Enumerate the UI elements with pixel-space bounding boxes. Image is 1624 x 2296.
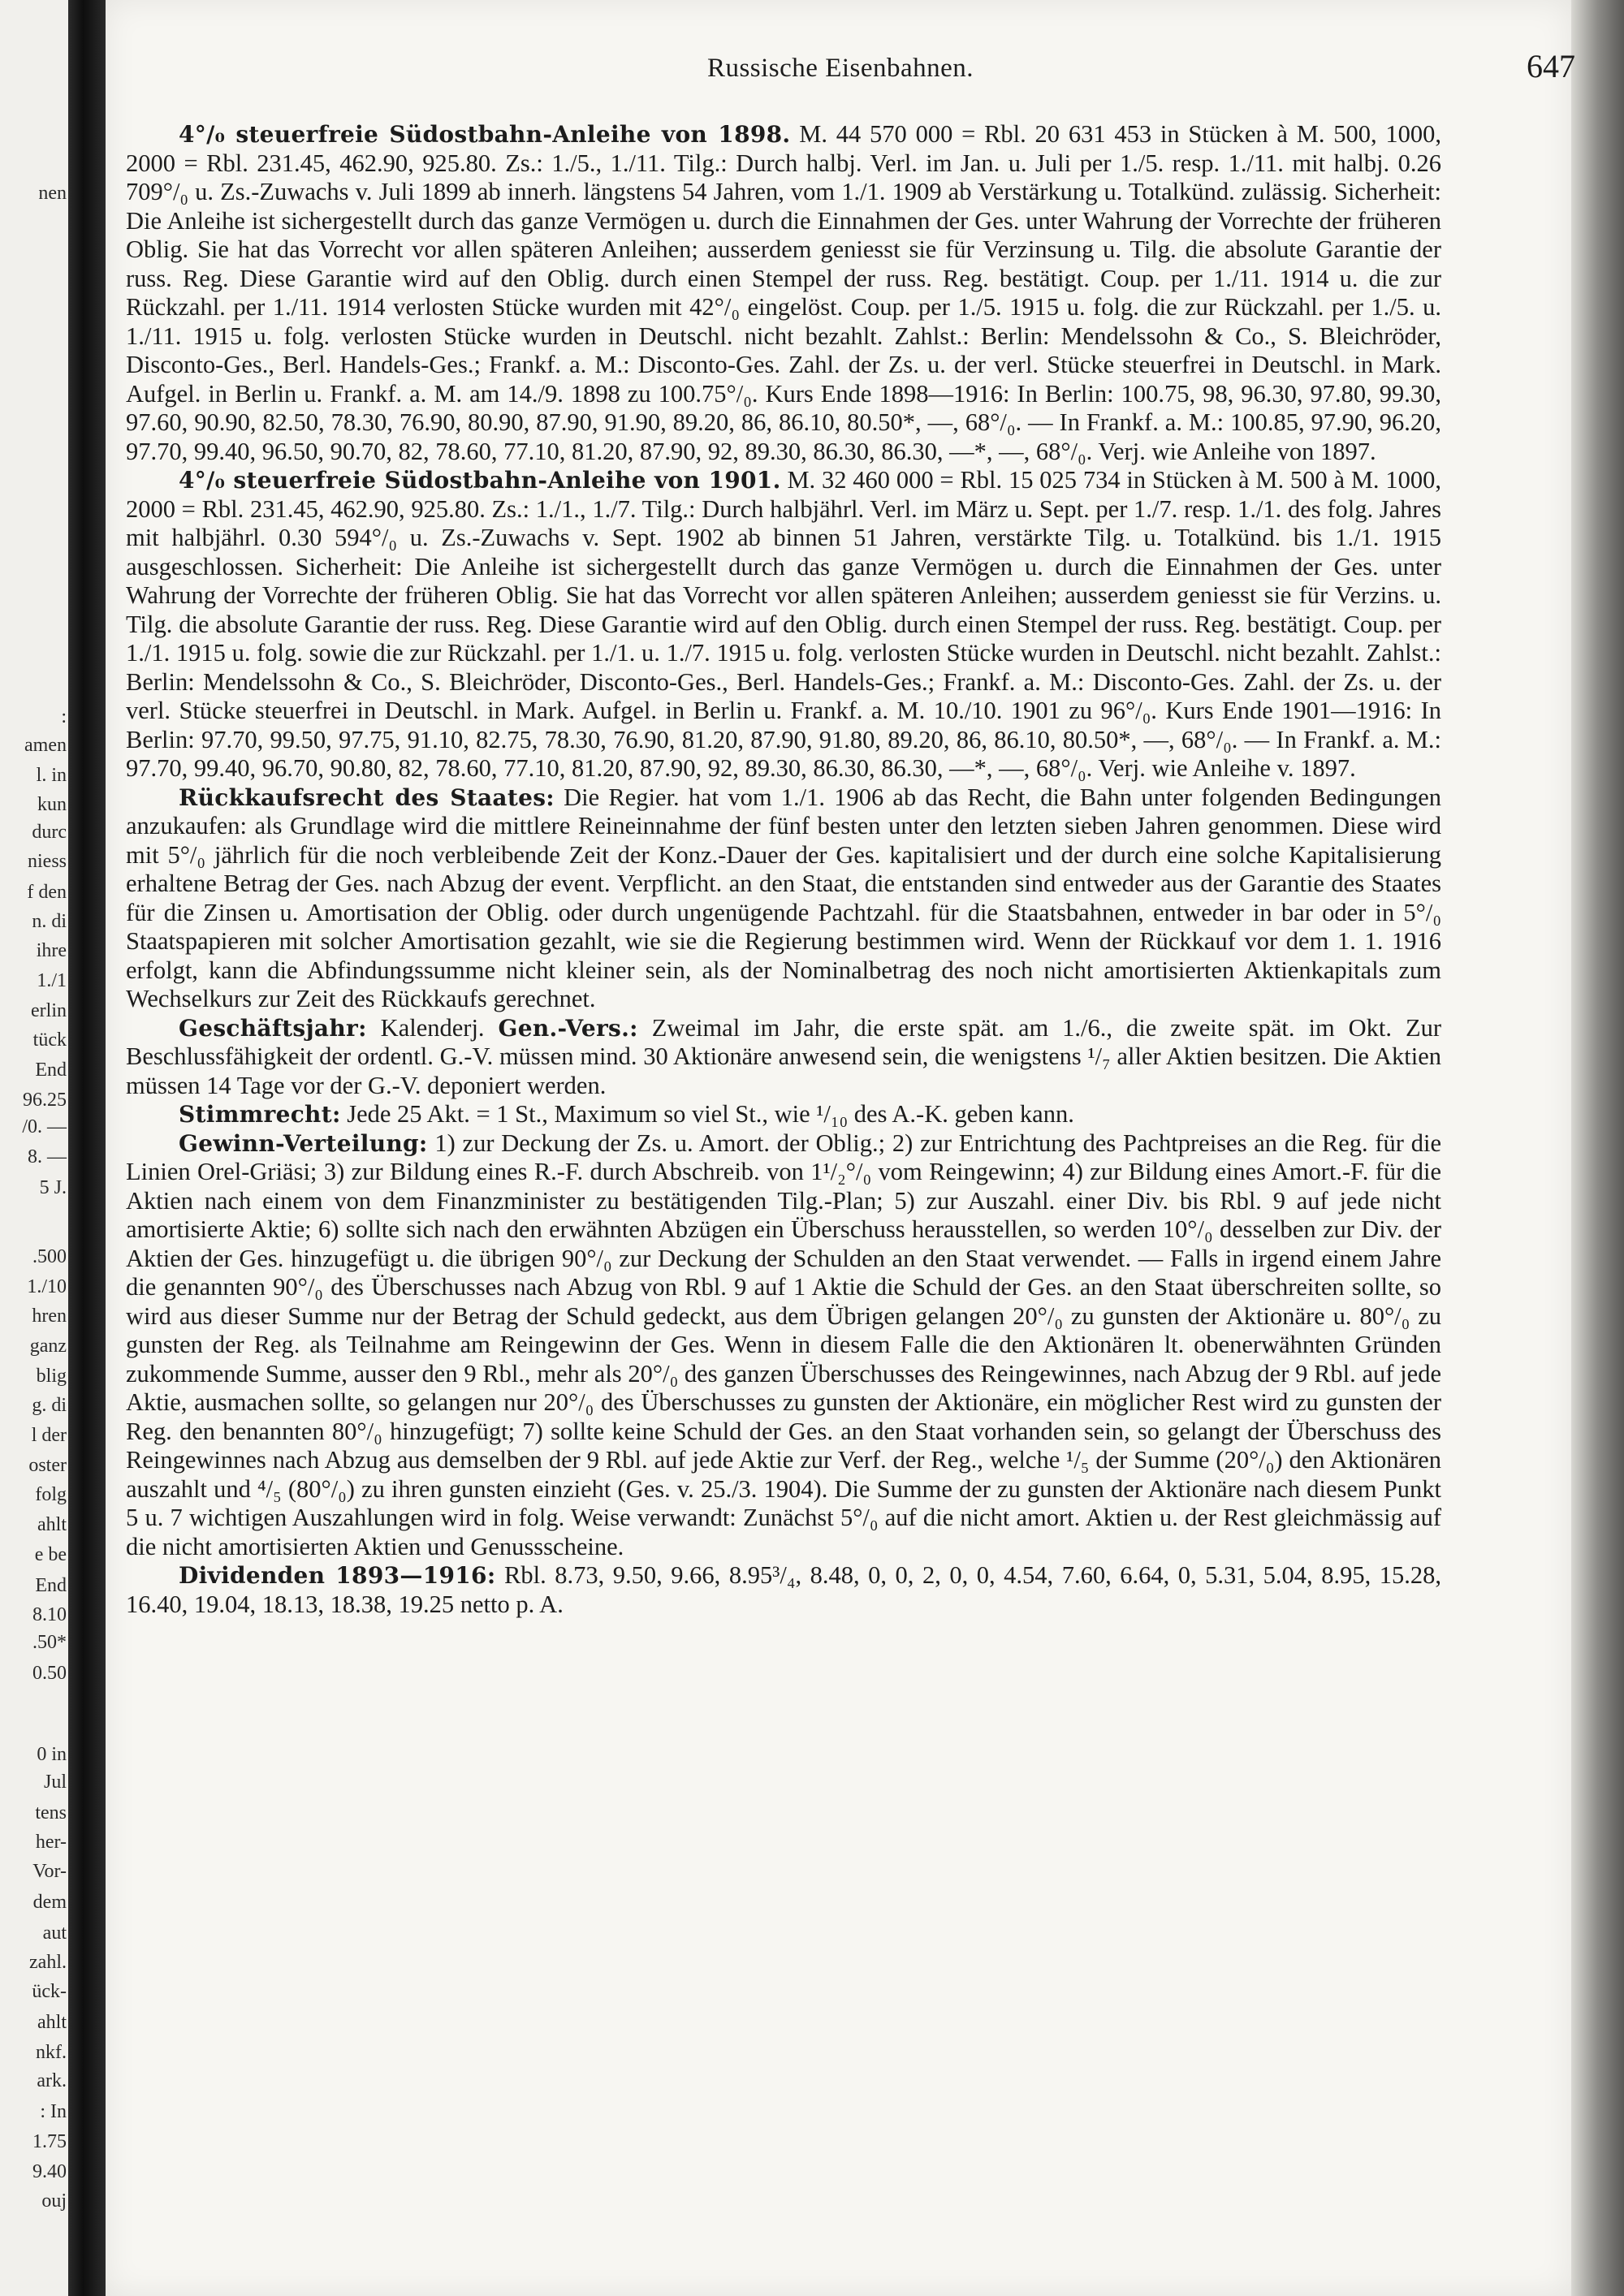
left-page-text-fragment: kun	[37, 794, 67, 815]
section-heading: 4°/₀ steuerfreie Südostbahn-Anleihe von 1898.	[179, 121, 791, 148]
section-body: 1) zur Deckung der Zs. u. Amort. der Oblig.; 2) zur Entrichtung des Pachtpreises an die Reg. für die Linien Orel-Griäsi; 3) zur Bildung eines R.-F. durch Abschreib. von 1¹/₂°/₀ vom Reingewinn; 4) zur Bildung eines Amort.-F. für die Aktien nach einem von dem Finanzminister zu bestätigenden Tilg.-Plan; 5) zur Auszahl. einer Div. bis Rbl. 9 auf jede nicht amortisierte Aktie; 6) sollte sich nach den erwähnten Abzügen ein Überschuss herausstellen, so werden 10°/₀ desselben zur Div. der Aktien der Ges. hinzugefügt u. die übrigen 90°/₀ zur Deckung der Schulden an den Staat verwendet. — Falls in irgend einem Jahre die genannten 90°/₀ des Überschusses nach Abzug von Rbl. 9 auf 1 Aktie die Schuld der Ges. an den Staat überschreiten sollte, so wird aus dieser Summe nur der Betrag der Schuld gedeckt, aus dem Übrigen gelangen 20°/₀ zu gunsten der Aktionäre u. 80°/₀ zu gunsten der Reg. als Teilnahme am Reingewinn der Ges. Wenn in diesem Falle die den Aktionären lt. obenerwähnten Gründen zukommende Summe, ausser den 9 Rbl., mehr als 20°/₀ des ganzen Überschusses des Reingewinnes, nach Abzug der 9 Rbl. auf jede Aktie, ausmachen sollte, so gelangen nur 20°/₀ des Überschusses zu gunsten der Aktionäre, ein möglicher Rest wird zu gunsten der Reg. den benannten 80°/₀ hinzugefügt; 7) sollte keine Schuld der Ges. an den Staat vorhanden sein, so gelangt der Überschuss des Reingewinnes nach Abzug aus demselben der 9 Rbl. auf jede Aktie zur Verf. der Reg., welche ¹/₅ der Summe (20°/₀) den Aktionären auszahlt und ⁴/₅ (80°/₀) zu ihren gunsten einzieht (Ges. v. 25./3. 1904). Die Summe der zu gunsten der Aktionäre nach diesem Punkt 5 u. 7 wichtigen Auszahlungen wird in folg. Weise verwandt: Zunächst 5°/₀ auf die nicht amort. Aktien u. der Rest gleichmässig auf die nicht amortisierten Aktien und Genussscheine.	[126, 1129, 1442, 1560]
section-heading: 4°/₀ steuerfreie Südostbahn-Anleihe von 1901.	[179, 467, 781, 494]
left-page-text-fragment: aut	[42, 1923, 67, 1944]
left-page-text-fragment: End	[35, 1060, 67, 1081]
left-page-text-fragment: e be	[34, 1544, 67, 1565]
section-heading: Dividenden 1893—1916:	[179, 1562, 496, 1589]
left-page-text-fragment: amen	[24, 735, 67, 756]
left-page-text-fragment: zahl.	[29, 1952, 67, 1973]
left-page-text-fragment: 1./1	[37, 970, 67, 991]
section-body: M. 44 570 000 = Rbl. 20 631 453 in Stücken à M. 500, 1000, 2000 = Rbl. 231.45, 462.90, 925.80. Zs.: 1./5., 1./11. Tilg.: Durch halbj. Verl. im Jan. u. Juli per 1./5. resp. 1./11. mit halbj. 0.26 709°/₀ u. Zs.-Zuwachs v. Juli 1899 ab innerh. längstens 54 Jahren, vom 1./1. 1909 ab Verstärkung u. Totalkünd. zulässig. Sicherheit: Die Anleihe ist sichergestellt durch das ganze Vermögen u. durch die Einnahmen der Ges. unter Wahrung der Vorrechte der früheren Oblig. Sie hat das Vorrecht vor allen späteren Anleihen; ausserdem geniesst sie für Verzinsung u. Tilg. die absolute Garantie der russ. Reg. Diese Garantie wird auf den Oblig. durch einen Stempel der russ. Reg. bestätigt. Coup. per 1./11. 1914 u. die zur Rückzahl. per 1./11. 1914 verlosten Stücke wurden mit 42°/₀ eingelöst. Coup. per 1./5. 1915 u. folg. die zur Rückzahl. per 1./5. u. 1./11. 1915 u. folg. verlosten Stücke wurden in Deutschl. nicht bezahlt. Zahlst.: Berlin: Mendelssohn & Co., S. Bleichröder, Disconto-Ges., Berl. Handels-Ges.; Frankf. a. M.: Disconto-Ges. Zahl. der Zs. u. der verl. Stücke steuerfrei in Deutschl. in Mark. Aufgel. in Berlin u. Frankf. a. M. am 14./9. 1898 zu 100.75°/₀. Kurs Ende 1898—1916: In Berlin: 100.75, 98, 96.30, 97.80, 99.30, 97.60, 90.90, 82.50, 78.30, 76.90, 80.90, 87.90, 91.90, 89.20, 86, 86.10, 80.50*, —, 68°/₀. — In Frankf. a. M.: 100.85, 97.90, 96.20, 97.70, 99.40, 96.50, 90.70, 82, 78.60, 77.10, 81.20, 87.90, 92, 89.30, 86.30, 86.30, —*, —, 68°/₀. Verj. wie Anleihe von 1897.	[126, 120, 1442, 465]
left-page-text-fragment: f den	[27, 882, 67, 903]
left-page-text-fragment: 0.50	[32, 1663, 67, 1684]
left-page-text-fragment: 5 J.	[39, 1177, 67, 1198]
left-page-text-fragment: 0 in	[37, 1744, 67, 1765]
left-page-text-fragment: tens	[35, 1802, 67, 1823]
section-body: Zweimal im Jahr, die erste spät. am 1./6., die zweite spät. im Okt. Zur Beschlussfähigkeit der ordentl. G.-V. müssen mind. 30 Aktionäre anwesend sein, die wenigstens ¹/₇ aller Aktien besitzen. Die Aktien müssen 14 Tage vor der G.-V. deponiert werden.	[126, 1013, 1442, 1099]
left-page-text-fragment: ück-	[32, 1981, 67, 2002]
left-page-text-fragment: : In	[40, 2101, 67, 2122]
page-header	[106, 47, 1575, 96]
left-page-text-fragment: dem	[32, 1892, 67, 1913]
left-page-text-fragment: niess	[28, 851, 67, 872]
left-page-text-fragment: 8. —	[28, 1146, 67, 1167]
left-page-text-fragment: l. in	[36, 765, 67, 786]
section-body: Kalenderj.	[380, 1013, 499, 1042]
section-paragraph	[126, 1014, 1441, 1101]
left-page-text-fragment: ganz	[29, 1336, 67, 1357]
section-heading: Rückkaufsrecht des Staates:	[179, 783, 555, 811]
book-gutter	[68, 0, 106, 2296]
left-page-text-fragment: ahlt	[37, 1514, 67, 1535]
left-page-text-fragment: nen	[38, 183, 67, 204]
left-page-text-fragment: g. di	[32, 1395, 67, 1416]
page-content	[126, 120, 1441, 1619]
left-page-text-fragment: erlin	[31, 1000, 67, 1021]
left-page-text-fragment: 8.10	[32, 1604, 67, 1625]
left-page-text-fragment: l der	[31, 1425, 67, 1446]
left-page-text-fragment: Vor-	[32, 1861, 67, 1882]
left-page-text-fragment: 96.25	[23, 1090, 67, 1111]
left-page-text-fragment: End	[35, 1575, 67, 1596]
section-heading: Gewinn-Verteilung:	[179, 1129, 428, 1157]
left-page-text-fragment: ark.	[37, 2070, 67, 2091]
left-page-text-fragment: durc	[32, 822, 67, 843]
left-page-text-fragment: blig	[36, 1366, 67, 1387]
section-body: M. 32 460 000 = Rbl. 15 025 734 in Stücken à M. 500 à M. 1000, 2000 = Rbl. 231.45, 462.90, 925.80. Zs.: 1./1., 1./7. Tilg.: Durch halbjährl. Verl. im März u. Sept. per 1./7. resp. 1./1. des folg. Jahres mit halbjährl. 0.30 594°/₀ u. Zs.-Zuwachs v. Sept. 1902 ab binnen 51 Jahren, verstärkte Tilg. u. Totalkünd. bis 1./1. 1915 ausgeschlossen. Sicherheit: Die Anleihe ist sichergestellt durch das ganze Vermögen u. durch die Einnahmen der Ges. unter Wahrung der Vorrechte der früheren Oblig. Sie hat das Vorrecht vor allen späteren Anleihen; ausserdem geniesst sie für Verzins. u. Tilg. die absolute Garantie der russ. Reg. Diese Garantie wird auf den Oblig. durch einen Stempel der russ. Reg. bestätigt. Coup. per 1./1. 1915 u. folg. sowie die zur Rückzahl. per 1./1. u. 1./7. 1915 u. folg. verlosten Stücke wurden in Deutschl. nicht bezahlt. Zahlst.: Berlin: Mendelssohn & Co., S. Bleichröder, Disconto-Ges., Berl. Handels-Ges.; Frankf. a. M.: Disconto-Ges. Zahl. der Zs. u. der verl. Stücke steuerfrei in Deutschl. in Mark. Aufgel. in Berlin u. Frankf. a. M. 10./10. 1901 zu 96°/₀. Kurs Ende 1901—1916: In Berlin: 97.70, 99.50, 97.75, 91.10, 82.75, 78.30, 76.90, 81.20, 87.90, 91.80, 89.20, 86, 86.10, 80.50*, —, 68°/₀. — In Frankf. a. M.: 97.70, 99.40, 96.70, 90.80, 82, 78.60, 77.10, 81.20, 87.90, 92, 89.30, 86.30, 86.30, —*, —, 68°/₀. Verj. wie Anleihe v. 1897.	[126, 466, 1441, 782]
left-page-text-fragment: hren	[32, 1306, 67, 1327]
left-page-text-fragment: ouj	[41, 2190, 67, 2212]
section-heading: Gen.-Vers.:	[498, 1014, 638, 1042]
section-body: Jede 25 Akt. = 1 St., Maximum so viel St., wie ¹/₁₀ des A.-K. geben kann.	[347, 1100, 1074, 1128]
left-page-text-fragment: 1.75	[32, 2131, 67, 2152]
left-page-text-fragment: oster	[28, 1455, 67, 1476]
section-paragraph	[126, 783, 1441, 1014]
left-page-text-fragment: tück	[32, 1029, 67, 1051]
section-heading: Stimmrecht:	[179, 1101, 341, 1128]
left-page-text-fragment: n. di	[32, 911, 67, 932]
left-page-text-fragment: her-	[35, 1832, 67, 1853]
left-page-text-fragment: .50*	[32, 1632, 67, 1653]
section-heading: Geschäftsjahr:	[179, 1014, 367, 1042]
left-page-text-fragment: .500	[32, 1246, 67, 1267]
section-body: Rbl. 8.73, 9.50, 9.66, 8.95³/₄, 8.48, 0, 0, 2, 0, 0, 4.54, 7.60, 6.64, 0, 5.31, 5.04, 8.95, 15.28, 16.40, 19.04, 18.13, 18.38, 19.25 netto p. A.	[126, 1561, 1441, 1618]
left-page-text-fragment: Jul	[43, 1772, 67, 1793]
page-number: 647	[1527, 48, 1575, 84]
left-page-text-fragment: nkf.	[36, 2042, 67, 2063]
left-page-text-fragment: 1./10	[27, 1276, 67, 1297]
left-page-text-fragment: ahlt	[37, 2012, 67, 2033]
left-page-text-fragment: :	[61, 706, 67, 727]
section-paragraph	[126, 1100, 1441, 1129]
left-page-text-fragment: ihre	[36, 940, 67, 961]
running-title: Russische Eisenbahnen.	[706, 54, 974, 83]
section-body: Die Regier. hat vom 1./1. 1906 ab das Recht, die Bahn unter folgenden Bedingungen anzukaufen: als Grundlage wird die mittlere Reineinnahme der fünf besten unter den letzten sieben Jahren genommen. Diese wird mit 5°/₀ jährlich für die noch verbleibende Zeit der Konz.-Dauer der Ges. kapitalisiert und der durch eine solche Kapitalisierung erhaltene Betrag der Ges. nach Abzug der event. Verpflicht. an den Staat, die entstanden sind entweder aus der Garantie des Staates für die Zinsen u. Amortisation der Oblig. oder durch ungenügende Pachtzahl. für die Staatsbahnen, entweder in bar oder in 5°/₀ Staatspapieren mit solcher Amortisation gezahlt, wie sie die Regierung bestimmen wird. Wenn der Rückkauf vor dem 1. 1. 1916 erfolgt, kann die Abfindungssumme nicht kleiner sein, als der Nominalbetrag des noch nicht amortisierten Aktienkapitals zum Wechselkurs zur Zeit des Rückkaufs gerechnet.	[126, 783, 1442, 1012]
left-page-text-fragment: 9.40	[32, 2161, 67, 2182]
section-paragraph	[126, 120, 1441, 466]
section-paragraph	[126, 466, 1441, 783]
left-page-text-fragment: /0. —	[22, 1116, 67, 1137]
section-paragraph	[126, 1561, 1441, 1619]
right-page-edge	[1571, 0, 1624, 2296]
left-page-text-fragment: folg	[35, 1484, 67, 1505]
section-paragraph	[126, 1129, 1441, 1562]
left-page-edge	[0, 0, 68, 2296]
